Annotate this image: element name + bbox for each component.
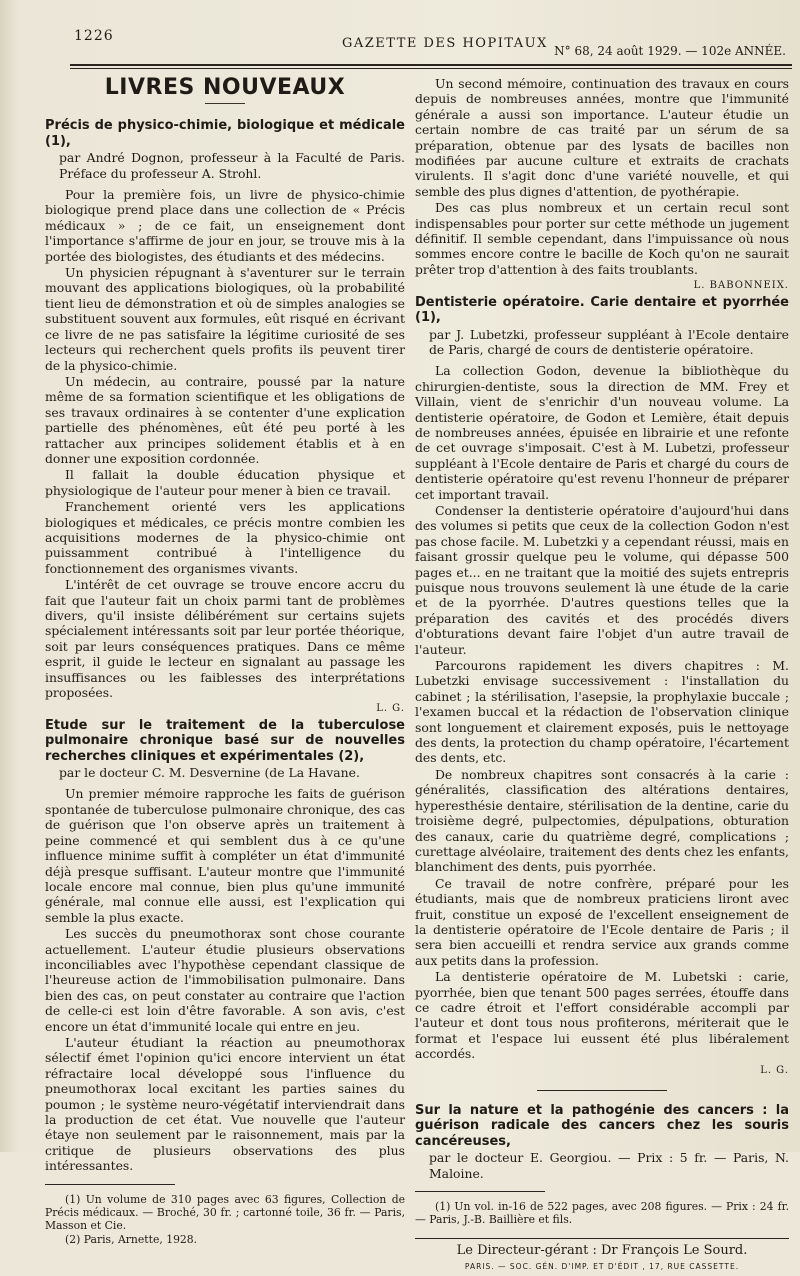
- book4-byline: par le docteur E. Georgiou. — Prix : 5 fr. — Paris, N. Maloine.: [429, 1150, 789, 1181]
- director-manager: Le Directeur-gérant : Dr François Le Sourd.: [456, 1243, 748, 1259]
- book3-paragraph: De nombreux chapitres sont consacrés à la carie : généralités, classification des altérations dentaires, hyperesthésie dentaire, stérilisation de la dentine, carie du troisième degré, pulpectomies, dépulpations, obturation des canaux, carie du quatrième degré, complications ; curettage alvéolaire, traitement des dents chez les enfants, blanchiment des dents, puis pyorrhée.: [415, 766, 789, 875]
- book2-paragraph: L'auteur étudiant la réaction au pneumothorax sélectif émet l'opinion qu'ici encore intervient un état réfractaire local développé sous l'influence du pneumothorax local excitant les parties saines du poumon ; le système neuro-végétatif interviendrait dans la production de cet état. Vue nouvelle que l'auteur étaye non seulement par le raisonnement, mais par la critique de plusieurs observations des plus intéressantes.: [45, 1034, 405, 1174]
- header-rule: [70, 64, 792, 66]
- page-number: 1226: [74, 28, 114, 44]
- page-header: [70, 28, 792, 62]
- footnote-rule: [45, 1184, 175, 1185]
- book2-paragraph: Des cas plus nombreux et un certain recul sont indispensables pour porter sur cette méthode un jugement définitif. Il semble cependant, dans l'impuissance où nous sommes encore contre le bacille de Koch qu'on ne saurait prêter trop d'attention à des faits troublants.: [415, 200, 789, 277]
- footnote: (1) Un vol. in-16 de 522 pages, avec 208 figures. — Prix : 24 fr. — Paris, J.-B. Baillière et fils.: [415, 1200, 789, 1227]
- book3-paragraph: Parcourons rapidement les divers chapitres : M. Lubetzki envisage successivement : l'installation du cabinet ; la stérilisation, l'asepsie, la prophylaxie buccale ; l'examen buccal et la rédaction de l'observation clinique sont longuement et clairement exposés, puis le nettoyage des dents, la protection du champ opératoire, l'écartement des dents, etc.: [415, 658, 789, 766]
- book3-byline: par J. Lubetzki, professeur suppléant à l'Ecole dentaire de Paris, chargé de cours de dentisterie opératoire.: [429, 326, 789, 357]
- book2-paragraph: Les succès du pneumothorax sont chose courante actuellement. L'auteur étudie plusieurs observations inconciliables avec l'hypothèse cependant classique de l'heureuse action de l'immobilisation pulmonaire. Dans bien des cas, on peut constater au contraire que l'action de celle-ci est loin d'être favorable. A son avis, c'est encore un état d'immunité locale qui entre en jeu.: [45, 926, 405, 1034]
- footnote: (2) Paris, Arnette, 1928.: [65, 1232, 198, 1246]
- left-column: [45, 76, 405, 1247]
- book4-title: Sur la nature et la pathogénie des cancers : la guérison radicale des cancers chez les souris cancéreuses,: [415, 1103, 789, 1149]
- book2-signature: L. BABONNEIX.: [693, 280, 789, 292]
- section-divider: [537, 1090, 667, 1091]
- manager-rule: [415, 1238, 789, 1239]
- issue-line: N° 68, 24 août 1929. — 102e ANNÉE.: [554, 44, 786, 58]
- book1-paragraph: Un médecin, au contraire, poussé par la nature même de sa formation scientifique et les obligations de ses travaux ordinaires à se contenter d'une explication partielle des phénomènes, eût été peu porté à les rattacher aux principes solidement établis et à en donner une exposition cordonnée.: [45, 373, 405, 466]
- right-column: [415, 76, 789, 1276]
- section-title: LIVRES NOUVEAUX: [104, 75, 346, 100]
- header-rule-thin: [70, 68, 792, 69]
- book1-signature: L. G.: [376, 703, 405, 715]
- book3-title: Dentisterie opératoire. Carie dentaire et pyorrhée (1),: [415, 294, 789, 326]
- footnote-rule: [415, 1191, 545, 1192]
- book1-paragraph: Pour la première fois, un livre de physico-chimie biologique prend place dans une collection de « Précis médicaux » ; de ce fait, un enseignement dont l'importance s'affirme de jour en jour, se trouve mis à la portée des biologistes, des étudiants et des médecins.: [45, 187, 405, 264]
- footnote: (1) Un volume de 310 pages avec 63 figures, Collection de Précis médicaux. — Broché, 30 fr. ; cartonné toile, 36 fr. — Paris, Masson et Cie.: [45, 1192, 405, 1232]
- book2-byline: par le docteur C. M. Desvernine (de La Havane.: [59, 765, 360, 781]
- book2-paragraph: Un premier mémoire rapproche les faits de guérison spontanée de tuberculose pulmonaire chronique, des cas de guérison que l'on observe après un traitement à peine commencé et qui semblent dus à ce qu'une influence minime suffit à compléter un état d'immunité déjà presque suffisant. L'auteur montre que l'immunité locale encore mal connue, bien plus qu'une immunité générale, mal connue elle aussi, est l'explication qui semble la plus exacte.: [45, 786, 405, 925]
- title-divider: [205, 103, 245, 104]
- book1-paragraph: Il fallait la double éducation physique et physiologique de l'auteur pour mener à bien ce travail.: [45, 467, 405, 498]
- book3-paragraph: Ce travail de notre confrère, préparé pour les étudiants, mais que de nombreux praticiens liront avec fruit, constitue un exposé de l'excellent enseignement de la dentisterie opératoire de l'Ecole dentaire de Paris ; il sera bien accueilli et rendra service aux grands comme aux petits dans la profession.: [415, 875, 789, 968]
- book1-paragraph: Un physicien répugnant à s'aventurer sur le terrain mouvant des applications biologiques, où la probabilité tient lieu de démonstration et où de simples analogies se substituent souvent aux formules, eût risqué en écrivant ce livre de ne pas satisfaire la légitime curiosité de ses lecteurs qui recherchent quels profits ils peuvent tirer de la physico-chimie.: [45, 265, 405, 373]
- book2-paragraph: Un second mémoire, continuation des travaux en cours depuis de nombreuses années, montre que l'immunité générale a aussi son importance. L'auteur étudie un certain nombre de cas traité par un sérum de sa préparation, obtenue par des lysats de bacilles non modifiées par aucune culture et extraits de crachats virulents. Il s'agit donc d'une variété nouvelle, et qui semble des plus dignes d'attention, de pyothérapie.: [415, 76, 789, 199]
- book3-paragraph: La dentisterie opératoire de M. Lubetski : carie, pyorrhée, bien que tenant 500 pages serrées, étouffe dans ce cadre étroit et l'effort considérable accompli par l'auteur et dont tous nous profiterons, mériterait que le format et l'espace lui eussent été plus libéralement accordés.: [415, 969, 789, 1062]
- book1-paragraph: Franchement orienté vers les applications biologiques et médicales, ce précis montre combien les acquisitions modernes de la physico-chimie ont puissamment contribué à l'intelligence du fonctionnement des organismes vivants.: [45, 499, 405, 576]
- book3-paragraph: La collection Godon, devenue la bibliothèque du chirurgien-dentiste, sous la direction de MM. Frey et Villain, vient de s'enrichir d'un nouveau volume. La dentisterie opératoire, de Godon et Lemière, était depuis de nombreuses années, épuisée en librairie et une refonte de cet ouvrage s'imposait. C'est à M. Lubetzi, professeur suppléant à l'Ecole dentaire de Paris et chargé du cours de dentisterie opératoire qu'est revenu l'honneur de préparer cet important travail.: [415, 363, 789, 502]
- book1-paragraph: L'intérêt de cet ouvrage se trouve encore accru du fait que l'auteur fait un choix parmi tant de problèmes divers, qu'il insiste délibérément sur certains sujets spécialement intéressants soit par leur portée théorique, soit par leurs conséquences pratiques. Dans ce même esprit, il guide le lecteur en signalant au passage les insuffisances ou les faiblesses des interprétations proposées.: [45, 577, 405, 701]
- book1-title: Précis de physico-chimie, biologique et médicale (1),: [45, 118, 405, 149]
- book3-paragraph: Condenser la dentisterie opératoire d'aujourd'hui dans des volumes si petits que ceux de la collection Godon n'est pas chose facile. M. Lubetzki y a cependant réussi, mais en faisant grossir quelque peu le volume, qui dépasse 500 pages et... en ne traitant que la moitié des sujets entrepris puisque nous trouvons seulement là une étude de la carie et de la pyorrhée. D'autres questions telles que la préparation des cavités et des procédés divers d'obturations devant faire l'objet d'un autre travail de l'auteur.: [415, 502, 789, 657]
- book3-signature: L. G.: [760, 1064, 789, 1076]
- printer-line: PARIS. — SOC. GÉN. D'IMP. ET D'ÉDIT , 17, RUE CASSETTE.: [464, 1262, 740, 1272]
- journal-title: GAZETTE DES HOPITAUX: [342, 36, 548, 51]
- book2-title: Etude sur le traitement de la tuberculose pulmonaire chronique basé sur de nouvelles recherches cliniques et expérimentales (2),: [45, 717, 405, 764]
- book1-byline: par André Dognon, professeur à la Faculté de Paris. Préface du professeur A. Strohl.: [59, 150, 405, 181]
